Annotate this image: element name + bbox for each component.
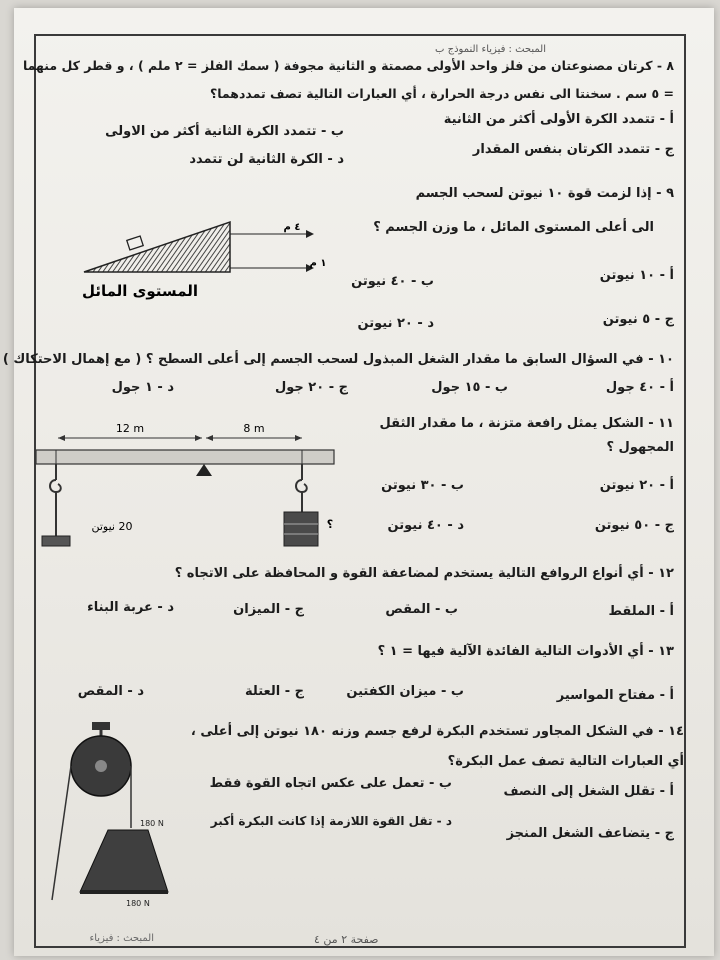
unknown-weight-label: ؟ <box>326 518 334 531</box>
q11-option-a[interactable]: أ - ٢٠ نيوتن <box>599 478 674 493</box>
q8-option-d[interactable]: د - الكرة الثانية لن تتمدد <box>189 152 344 167</box>
q12-option-c[interactable]: ج - الميزان <box>233 602 304 617</box>
header-subject: المبحث : فيزياء النموذج ب <box>435 44 546 55</box>
q9-option-a[interactable]: أ - ١٠ نيوتن <box>599 268 674 283</box>
pulley-load-base <box>80 890 168 894</box>
q12-option-d[interactable]: د - عربة البناء <box>87 600 174 615</box>
q10-option-d[interactable]: د - ١ جول <box>111 380 174 395</box>
pulley-rope-left <box>52 766 71 900</box>
q12-option-a[interactable]: أ - الملقط <box>608 604 674 619</box>
known-weight-label: 20 نيوتن <box>91 520 133 533</box>
pulley-force-label: 180 N <box>140 819 164 828</box>
pulley-load <box>80 830 168 892</box>
right-length-label: 8 m <box>243 422 265 435</box>
q13-line1: ١٣ - أي الأدوات التالية الفائدة الآلية فيها = ١ ؟ <box>377 644 674 659</box>
q11-option-c[interactable]: ج - ٥٠ نيوتن <box>594 518 674 533</box>
right-arrowhead-end <box>295 435 302 441</box>
left-arrowhead-end <box>195 435 202 441</box>
q10-option-c[interactable]: ج - ٢٠ جول <box>274 380 348 395</box>
q11-line2: المجهول ؟ <box>606 440 674 455</box>
incline-wedge <box>84 222 230 272</box>
block-on-incline <box>127 236 143 250</box>
lever-figure <box>34 420 339 554</box>
q11-option-b[interactable]: ب - ٣٠ نيوتن <box>381 478 464 493</box>
q8-line2: = ٥ سم . سخنتا الى نفس درجة الحرارة ، أي العبارات التالية تصف تمددهما؟ <box>209 86 674 101</box>
pulley-mount <box>92 722 110 730</box>
right-arrowhead-start <box>206 435 213 441</box>
pulley-hub <box>95 760 107 772</box>
q9-option-d[interactable]: د - ٢٠ نيوتن <box>357 316 434 331</box>
page-number: صفحة ٢ من ٤ <box>314 933 379 946</box>
q11-line1: ١١ - الشكل يمثل رافعة متزنة ، ما مقدار الثقل <box>379 416 674 431</box>
fig-length-label: ٤ م <box>283 222 301 233</box>
q10-option-a[interactable]: أ - ٤٠ جول <box>605 380 674 395</box>
right-hook <box>296 464 307 492</box>
q12-line1: ١٢ - أي أنواع الروافع التالية يستخدم لمضاعفة القوة و المحافظة على الاتجاه ؟ <box>174 566 674 581</box>
fig-incline-label: المستوى المائل <box>81 282 199 300</box>
exam-paper <box>2 8 714 956</box>
q8-line1: ٨ - كرتان مصنوعتان من فلز واحد الأولى مصمتة و الثانية مجوفة ( سمك الفلز = ٢ ملم ) ، و قطر كل منهما <box>22 58 674 73</box>
pulley-weight-label: 180 N <box>126 899 150 908</box>
q10-line1: ١٠ - في السؤال السابق ما مقدار الشغل المبذول لسحب الجسم إلى أعلى السطح ؟ ( مع إهمال الاحتكاك ) <box>2 352 674 367</box>
q13-option-b[interactable]: ب - ميزان الكفتين <box>346 684 464 699</box>
q13-option-a[interactable]: أ - مفتاح المواسير <box>556 688 674 703</box>
q8-option-b[interactable]: ب - تتمدد الكرة الثانية أكثر من الاولى <box>105 124 344 139</box>
q9-line1: ٩ - إذا لزمت قوة ١٠ نيوتن لسحب الجسم <box>415 186 674 201</box>
q13-option-c[interactable]: ج - العتلة <box>245 684 304 699</box>
fig-height-label: ١ م <box>309 258 327 269</box>
q8-option-c[interactable]: ج - تتمدد الكرتان بنفس المقدار <box>472 142 674 157</box>
left-arrowhead-start <box>58 435 65 441</box>
inclined-plane-figure <box>80 220 330 302</box>
q14-option-a[interactable]: أ - تقلل الشغل إلى النصف <box>503 784 674 799</box>
q9-option-c[interactable]: ج - ٥ نيوتن <box>602 312 674 327</box>
q9-option-b[interactable]: ب - ٤٠ نيوتن <box>351 274 434 289</box>
q9-line2: الى أعلى المستوى المائل ، ما وزن الجسم ؟ <box>373 220 654 235</box>
q14-option-c[interactable]: ج - يتضاعف الشغل المنجز <box>506 826 674 841</box>
left-hook <box>50 464 61 492</box>
q14-option-d[interactable]: د - تقل القوة اللازمة إذا كانت البكرة أكبر <box>210 814 452 828</box>
right-weight <box>284 512 318 546</box>
left-weight <box>42 536 70 546</box>
left-length-label: 12 m <box>115 422 145 435</box>
footer-subject: المبحث : فيزياء <box>89 933 154 944</box>
pulley-figure <box>40 714 190 914</box>
q14-line2: أي العبارات التالية تصف عمل البكرة؟ <box>447 754 684 769</box>
q11-option-d[interactable]: د - ٤٠ نيوتن <box>387 518 464 533</box>
q10-option-b[interactable]: ب - ١٥ جول <box>431 380 508 395</box>
fulcrum <box>196 464 212 476</box>
length-arrowhead <box>306 230 314 238</box>
q14-line1: ١٤ - في الشكل المجاور تستخدم البكرة لرفع جسم وزنه ١٨٠ نيوتن إلى أعلى ، <box>190 724 684 739</box>
lever-beam <box>36 450 334 464</box>
q13-option-d[interactable]: د - المقص <box>77 684 144 699</box>
q8-option-a[interactable]: أ - تتمدد الكرة الأولى أكثر من الثانية <box>443 112 674 127</box>
q12-option-b[interactable]: ب - المقص <box>385 602 458 617</box>
q14-option-b[interactable]: ب - تعمل على عكس اتجاه القوة فقط <box>209 776 452 791</box>
